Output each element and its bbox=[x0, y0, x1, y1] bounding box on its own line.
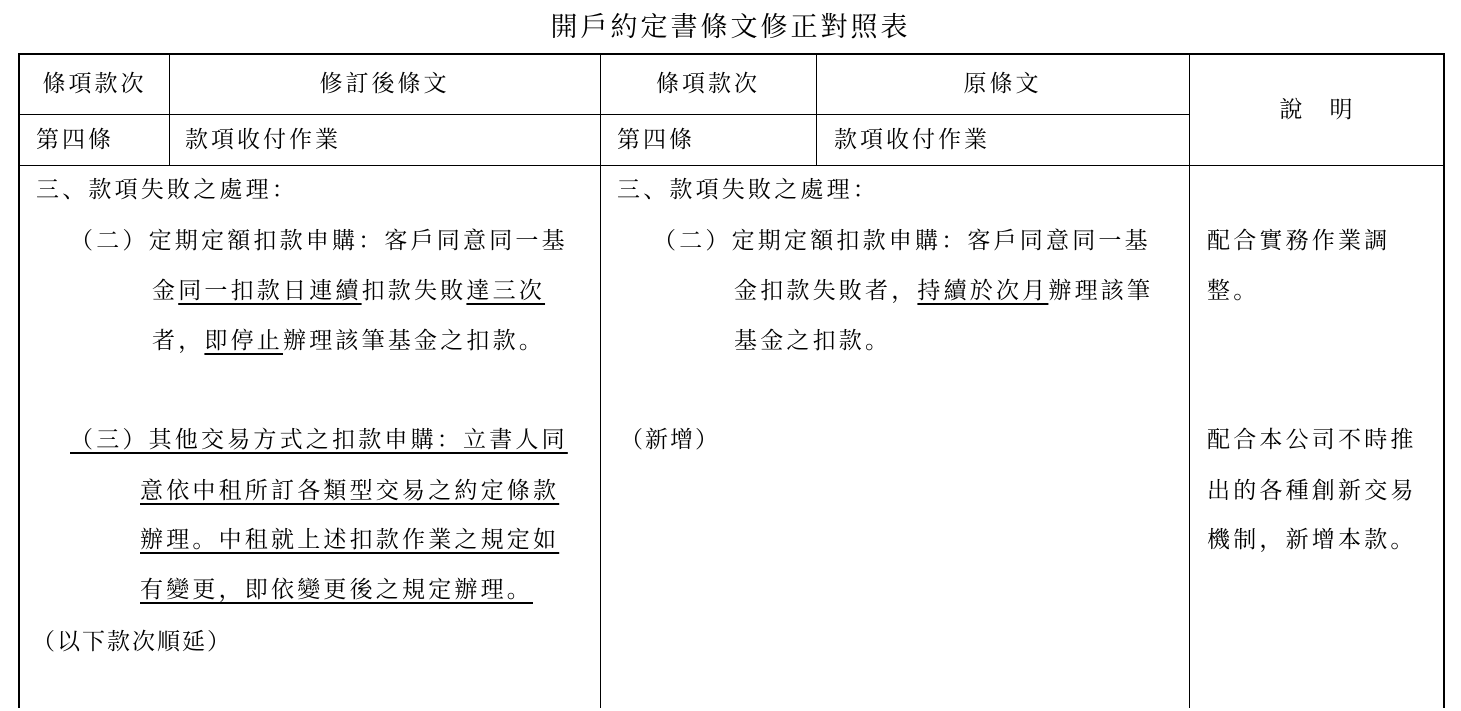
grid-line bbox=[1189, 55, 1190, 708]
text-segment: 扣款失敗 bbox=[361, 278, 467, 304]
header-item-new: 條項款次 bbox=[42, 71, 147, 97]
text-segment: 者， bbox=[152, 328, 205, 354]
original-item2-line3: 基金之扣款。 bbox=[734, 328, 892, 354]
header-note: 說 明 bbox=[1279, 97, 1355, 123]
note-2-line2: 出的各種創新交易 bbox=[1207, 478, 1417, 504]
revised-section-heading: 三、款項失敗之處理： bbox=[36, 177, 298, 203]
header-revised-text: 修訂後條文 bbox=[319, 71, 450, 97]
article-old-text: 款項收付作業 bbox=[834, 127, 990, 153]
revised-item3-line4: 有變更，即依變更後之規定辦理。 bbox=[140, 577, 533, 603]
article-old-item: 第四條 bbox=[617, 127, 695, 153]
text-segment: 金扣款失敗者， bbox=[734, 278, 918, 304]
underlined-change: 同一扣款日連續 bbox=[178, 278, 362, 304]
article-new-item: 第四條 bbox=[36, 127, 114, 153]
revised-item3-line1: （三）其他交易方式之扣款申購：立書人同 bbox=[70, 427, 568, 453]
note-1-line2: 整。 bbox=[1207, 278, 1260, 304]
revised-item2-line2 bbox=[152, 276, 545, 306]
grid-line bbox=[169, 115, 170, 166]
underlined-change: 持續於次月 bbox=[917, 278, 1049, 304]
revised-item3-line3: 辦理。中租就上述扣款作業之規定如 bbox=[140, 527, 560, 553]
original-item2-line1: （二）定期定額扣款申購：客戶同意同一基 bbox=[653, 228, 1151, 254]
text-segment: 辦理該筆基金之扣款。 bbox=[283, 328, 546, 354]
revised-item2-line3 bbox=[152, 326, 545, 356]
underlined-change: 達三次 bbox=[466, 278, 546, 304]
page-title: 開戶約定書條文修正對照表 bbox=[550, 12, 911, 43]
note-2-line3: 機制，新增本款。 bbox=[1207, 527, 1417, 553]
header-item-old: 條項款次 bbox=[656, 71, 760, 97]
note-1-line1: 配合實務作業調 bbox=[1207, 228, 1391, 254]
original-new-marker: （新增） bbox=[620, 427, 720, 453]
original-item2-line2 bbox=[734, 276, 1153, 306]
article-new-text: 款項收付作業 bbox=[185, 127, 341, 153]
revised-item2-line1: （二）定期定額扣款申購：客戶同意同一基 bbox=[70, 228, 568, 254]
text-segment: 辦理該筆 bbox=[1048, 278, 1154, 304]
text-segment: 金 bbox=[152, 278, 179, 304]
header-original-text: 原條文 bbox=[963, 71, 1042, 97]
grid-line bbox=[600, 55, 601, 708]
underlined-change: 即停止 bbox=[204, 328, 284, 354]
grid-line bbox=[20, 114, 1189, 115]
grid-line bbox=[20, 165, 1445, 166]
revised-footer-note: （以下款次順延） bbox=[32, 629, 232, 655]
revised-item3-line2: 意依中租所訂各類型交易之約定條款 bbox=[140, 478, 560, 504]
note-2-line1: 配合本公司不時推 bbox=[1207, 427, 1417, 453]
comparison-table bbox=[18, 53, 1445, 708]
original-section-heading: 三、款項失敗之處理： bbox=[617, 177, 879, 203]
